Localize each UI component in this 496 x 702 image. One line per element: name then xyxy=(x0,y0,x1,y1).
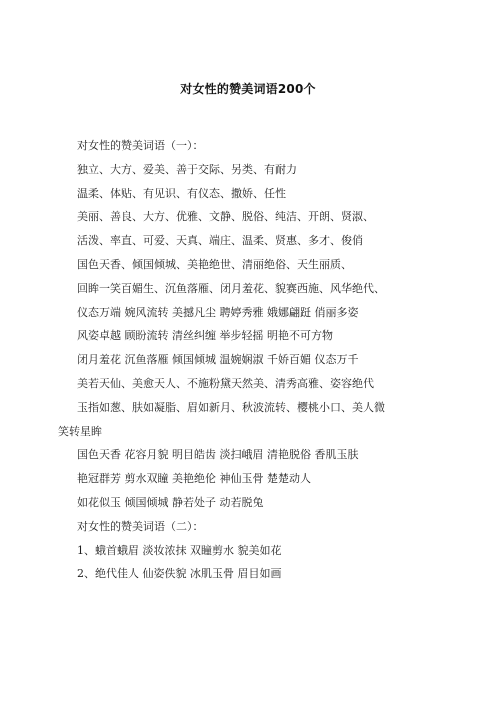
text-line: 国色天香 花容月貌 明目皓齿 淡扫峨眉 清艳脱俗 香肌玉肤 xyxy=(77,448,359,462)
text-line: 温柔、体贴、有见识、有仪态、撒娇、任性 xyxy=(77,186,286,200)
text-line-continuation: 笑转星眸 xyxy=(58,424,102,438)
text-line: 美若天仙、美愈天人、不施粉黛天然美、清秀高雅、姿容绝代 xyxy=(77,376,374,390)
section-heading-2: 对女性的赞美词语（二）： xyxy=(77,519,204,533)
text-line: 如花似玉 倾国倾城 静若处子 动若脱兔 xyxy=(77,495,264,509)
document-body xyxy=(58,134,422,586)
text-line: 闭月羞花 沉鱼落雁 倾国倾城 温婉娴淑 千娇百媚 仪态万千 xyxy=(77,353,359,367)
page-title: 对女性的赞美词语200个 xyxy=(180,82,316,96)
text-line: 仪态万端 婉风流转 美撼凡尘 聘婷秀雅 娥娜翩跹 俏丽多姿 xyxy=(77,305,359,319)
text-line: 玉指如葱、肤如凝脂、眉如新月、秋波流转、樱桃小口、美人微 xyxy=(77,400,385,414)
text-line: 风姿卓越 顾盼流转 清丝纠缠 举步轻摇 明艳不可方物 xyxy=(77,329,333,343)
text-line: 国色天香、倾国倾城、美艳绝世、清丽绝俗、天生丽质、 xyxy=(77,257,352,271)
section-heading-1: 对女性的赞美词语（一）： xyxy=(77,139,204,152)
text-line: 独立、大方、爱美、善于交际、另类、有耐力 xyxy=(77,162,297,176)
numbered-line: 1、蛾首蛾眉 淡妆浓抹 双瞳剪水 貌美如花 xyxy=(77,543,282,557)
text-line: 艳冠群芳 剪水双瞳 美艳绝伦 神仙玉骨 楚楚动人 xyxy=(77,472,311,486)
numbered-line: 2、绝代佳人 仙姿佚貌 冰肌玉骨 眉目如画 xyxy=(77,567,282,581)
text-line: 美丽、善良、大方、优雅、文静、脱俗、纯洁、开朗、贤淑、 xyxy=(77,210,374,224)
text-line: 活泼、率直、可爱、天真、端庄、温柔、贤惠、多才、俊俏 xyxy=(77,234,363,248)
text-line: 回眸一笑百媚生、沉鱼落雁、闭月羞花、貌赛西施、风华绝代、 xyxy=(77,281,385,295)
